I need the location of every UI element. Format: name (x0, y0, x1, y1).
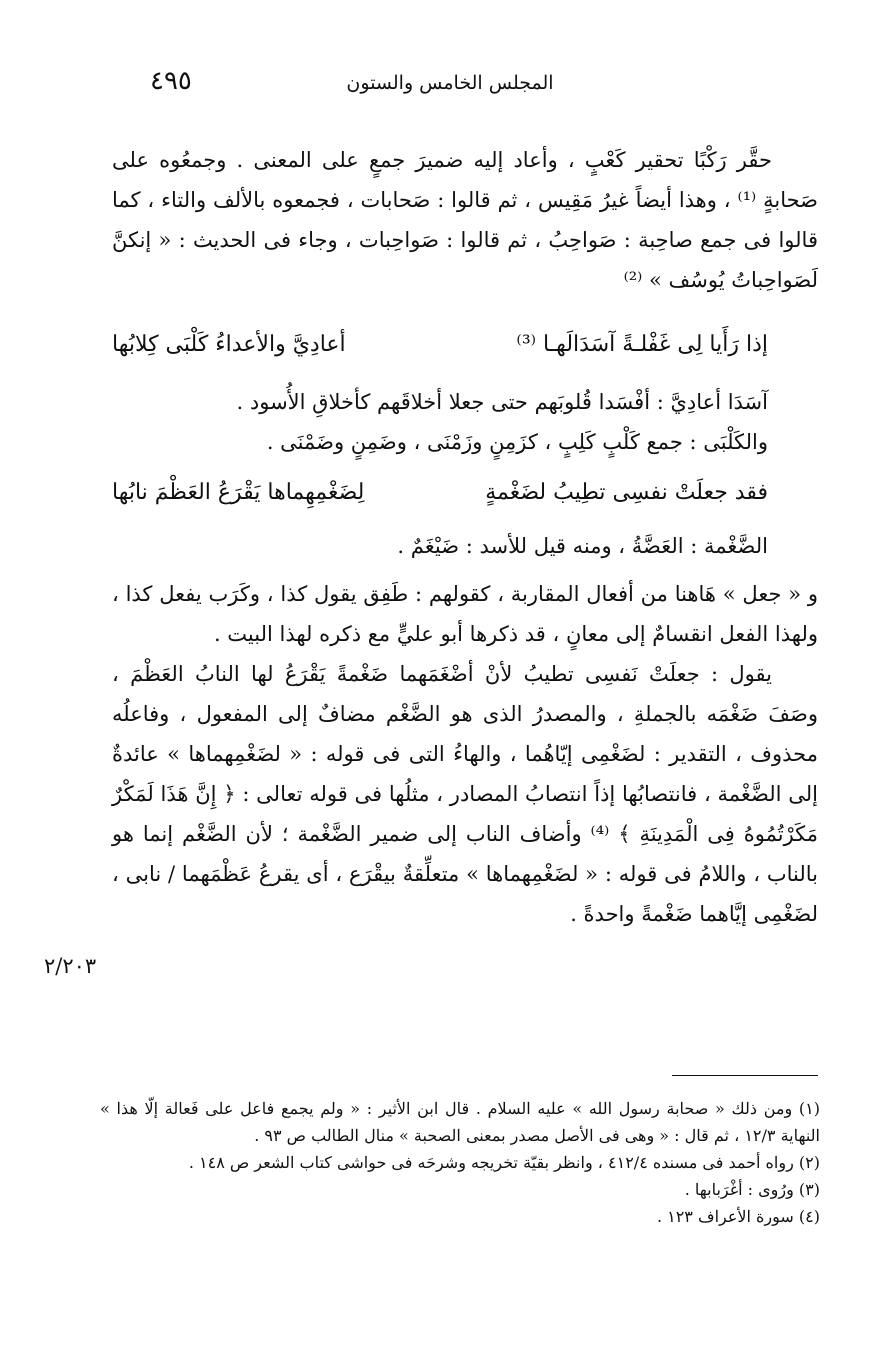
footnote-2: (٢) رواه أحمد فى مسنده ٤١٢/٤ ، وانظر بقيّة تخريجه وشرحَه فى حواشى كتاب الشعر ص ١٤٨ . (188, 1153, 820, 1172)
verse-1 (112, 322, 818, 368)
gloss-3: الضَّغْمة : العَضَّةُ ، ومنه قيل للأسد : ضَيْغَمٌ . (397, 534, 768, 558)
running-title: المجلس الخامس والستون (346, 72, 554, 94)
verse-2 (112, 470, 818, 516)
gloss-2: والكَلْبَى : جمع كَلْبٍ كَلِبٍ ، كزَمِنٍ وزَمْنَى ، وضَمِنٍ وضَمْنَى . (266, 430, 768, 454)
footnote-divider (672, 1075, 818, 1076)
footnotes (100, 1095, 820, 1230)
footnote-1: (١) ومن ذلك « صحابة رسول الله » عليه السلام . قال ابن الأثير : « ولم يجمع فاعل على فَعالة إلّا هذا » النهاية ١٢/٣ ، ثم قال : « وهى فى الأصل مصدر بمعنى الصحبة » منال الطالب ص ٩٣ . (100, 1099, 820, 1145)
page-number: ٤٩٥ (150, 66, 192, 96)
paragraph-3: يقول : جعلَتْ نَفسِى تطيبُ لأنْ أضْغَمَهما ضَغْمةً يَقْرَعُ لها النابُ العَظْمَ ، وصَفَ ضَغْمَه بالجملةِ ، والمصدرُ الذى هو الضَّغْم مضافٌ إلى المفعول ، وفاعلُه محذوف ، التقدير : لضَغْمِى إيّاهُما ، والهاءُ التى فى قوله : « لضَغْمِهماها » عائدةٌ إلى الضَّغْمة ، فانتصابُها إذاً انتصابُ المصادر ، مثلُها فى قوله تعالى : ﴿ إِنَّ هَذَا لَمَكْرٌ مَكَرْتُمُوهُ فِى الْمَدِينَةِ ﴾ ⁽⁴⁾ وأضاف الناب إلى ضمير الضَّغْمة ؛ لأن الضَّغْم إنما هو بالناب ، واللامُ فى قوله : « لضَغْمِهماها » متعلِّقةٌ بيقْرَع ، أى يقرعُ عَظْمَهما / نابى ، لضَغْمِى إيَّاهما ضَغْمةً واحدةً . (112, 662, 818, 926)
gloss-1: آسَدَا أعادِيَّ : أفْسَدا قُلوبَهم حتى جعلا أخلاقَهم كأخلاقِ الأُسود . (236, 390, 768, 414)
margin-reference: ٢/٢٠٣ (44, 954, 97, 978)
footnote-3: (٣) ورُوى : أغْرَبابها . (684, 1180, 820, 1199)
verse-1-second-hemistich: أعادِيَّ والأعداءُ كَلْبَى كِلابُها (112, 332, 346, 357)
footnote-4: (٤) سورة الأعراف ١٢٣ . (656, 1207, 820, 1226)
verse-2-first-hemistich: فقد جعلَتْ نفسِى تطِيبُ لضَغْمةٍ (485, 480, 768, 505)
verse-1-first-hemistich: إذا رَأَيا لِى غَفْلـةً آسَدَالَهـا ⁽³⁾ (516, 332, 768, 357)
main-text (112, 140, 818, 934)
paragraph-1: حقَّر رَكْبًا تحقير كَعْبٍ ، وأعاد إليه ضميرَ جمعٍ على المعنى . وجمعُوه على صَحابةٍ ⁽¹⁾ ، وهذا أيضاً غيرُ مَقِيس ، ثم قالوا : صَحابات ، فجمعوه بالألف والتاء ، كما قالوا فى جمع صاحِبة : صَواحِبُ ، ثم قالوا : صَواحِبات ، وجاء فى الحديث : « إنكنَّ لَصَواحِباتُ يُوسُف » ⁽²⁾ (112, 148, 818, 292)
page-header (140, 66, 760, 106)
verse-2-second-hemistich: لِضَغْمِهِماها يَقْرَعُ العَظْمَ نابُها (112, 480, 365, 505)
paragraph-2: و « جعل » هَاهنا من أفعال المقاربة ، كقولهم : طَفِق يقول كذا ، وكَرَب يفعل كذا ، ولهذا الفعل انقسامٌ إلى معانٍ ، قد ذكرها أبو عليٍّ مع ذكره لهذا البيت . (112, 582, 818, 646)
